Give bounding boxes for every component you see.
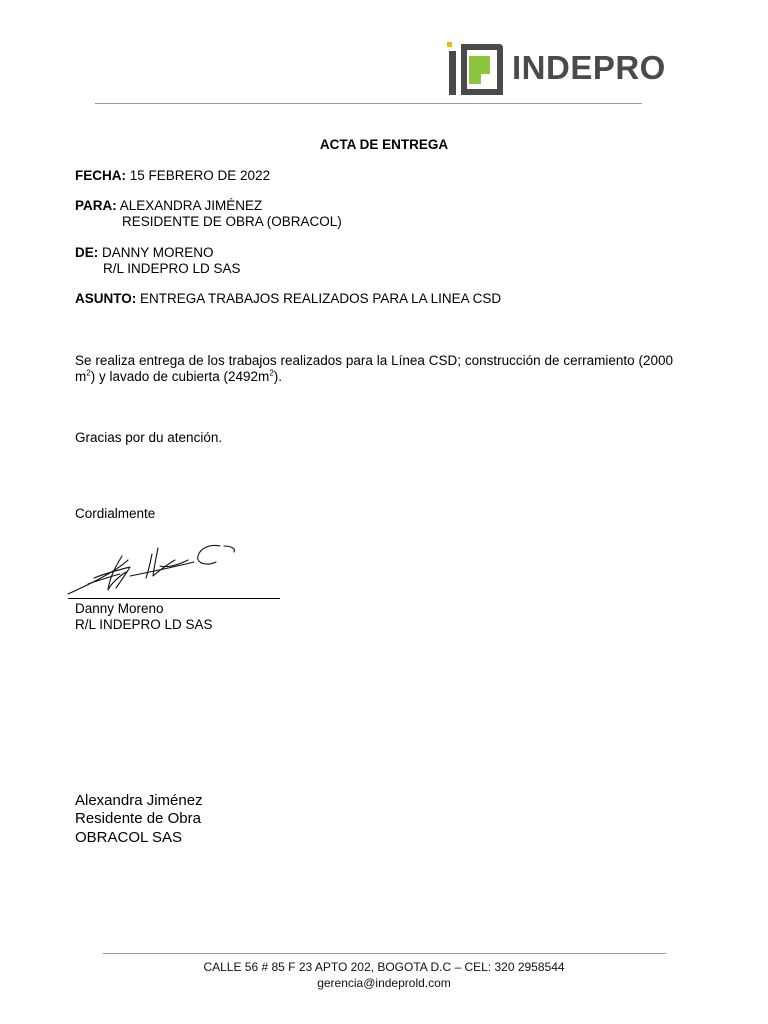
body-text-2: ) y lavado de cubierta (2492m bbox=[90, 369, 270, 384]
fecha-label: FECHA: bbox=[75, 168, 126, 183]
asunto-value: ENTREGA TRABAJOS REALIZADOS PARA LA LINEA CSD bbox=[140, 291, 502, 306]
signer-name: Danny Moreno bbox=[75, 601, 164, 616]
body-text-1: Se realiza entrega de los trabajos realizados para la Línea CSD; construcción de cerramiento (2000 m bbox=[75, 353, 673, 384]
de-value: DANNY MORENO bbox=[102, 245, 214, 260]
signature-image bbox=[60, 532, 240, 604]
de-label: DE: bbox=[75, 245, 99, 260]
logo-wordmark: INDEPRO bbox=[512, 49, 666, 86]
fecha-value: 15 FEBRERO DE 2022 bbox=[129, 168, 271, 183]
body-superscript-2: 2 bbox=[269, 368, 274, 378]
de-line bbox=[75, 245, 214, 261]
company-logo bbox=[447, 42, 666, 98]
fecha-line bbox=[75, 168, 270, 184]
para-label: PARA: bbox=[75, 198, 117, 213]
document-title: ACTA DE ENTREGA bbox=[319, 137, 449, 152]
closing-text: Cordialmente bbox=[75, 506, 156, 521]
thanks-text: Gracias por du atención. bbox=[75, 430, 223, 445]
header-divider bbox=[95, 103, 642, 104]
body-paragraph bbox=[75, 353, 673, 385]
recipient-role: Residente de Obra bbox=[75, 810, 201, 827]
footer-divider bbox=[103, 953, 666, 954]
recipient-name: Alexandra Jiménez bbox=[75, 792, 203, 809]
signature-line bbox=[68, 598, 280, 599]
asunto-label: ASUNTO: bbox=[75, 291, 137, 306]
para-line bbox=[75, 198, 262, 214]
recipient-company: OBRACOL SAS bbox=[75, 829, 182, 846]
footer-address: CALLE 56 # 85 F 23 APTO 202, BOGOTA D.C – CEL: 320 2958544 bbox=[203, 960, 565, 974]
de-role: R/L INDEPRO LD SAS bbox=[103, 261, 241, 276]
body-superscript-1: 2 bbox=[86, 368, 91, 378]
footer-email: gerencia@indeprold.com bbox=[317, 976, 451, 990]
para-value: ALEXANDRA JIMÉNEZ bbox=[119, 198, 263, 213]
asunto-line bbox=[75, 291, 501, 307]
para-role: RESIDENTE DE OBRA (OBRACOL) bbox=[122, 214, 342, 229]
signer-role: R/L INDEPRO LD SAS bbox=[75, 617, 213, 632]
body-text-3: ). bbox=[273, 369, 283, 384]
indepro-logo-icon bbox=[447, 42, 509, 98]
